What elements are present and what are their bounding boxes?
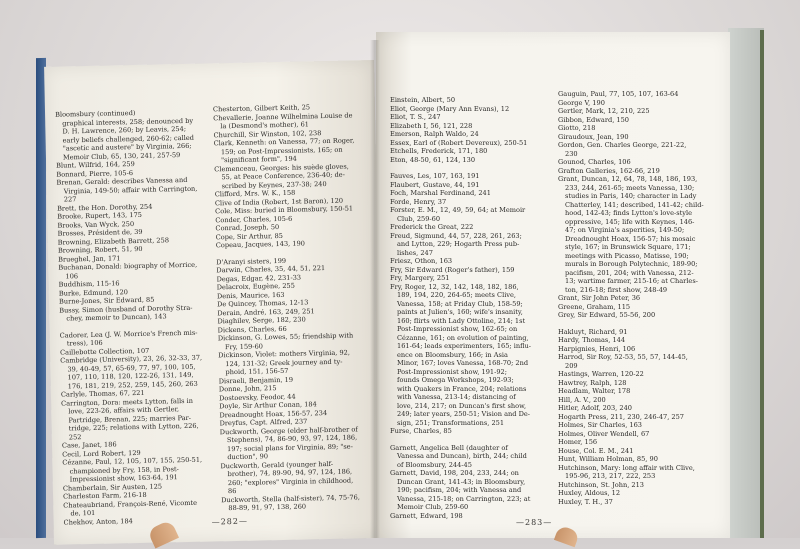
index-entry-line: Doyle, Sir Arthur Conan, 184 bbox=[219, 400, 317, 411]
index-entry-line: Eliot, T. S., 247 bbox=[390, 113, 441, 121]
index-entry-line: oppressive, 145; life with Keynes, 146- bbox=[565, 217, 695, 226]
index-entry-line: "significant form", 194 bbox=[220, 154, 297, 165]
book-cover-right-edge bbox=[760, 30, 764, 538]
index-entry-line: chey, memoir to Duncan), 143 bbox=[66, 312, 167, 323]
index-entry-line: tridge, 225; relations with Lytton, 226, bbox=[68, 421, 199, 433]
index-entry-line: 209 bbox=[565, 361, 578, 370]
index-entry-line: Hardy, Thomas, 144 bbox=[558, 336, 626, 344]
index-entry-line: Caillebotte Collection, 107 bbox=[59, 346, 150, 357]
index-entry-line: Post-Impressionist show, 162-65; on bbox=[397, 325, 518, 333]
index-entry-line: founds Omega Workshops, 192-93; bbox=[397, 376, 514, 384]
index-entry-line: style, 167; in Brunswick Square, 171; bbox=[565, 243, 691, 251]
index-entry-line: D'Aranyi sisters, 199 bbox=[216, 256, 287, 266]
index-entry-line: 233, 244, 261-65; meets Vanessa, 130; bbox=[565, 183, 695, 192]
index-entry-line: Essex, Earl of (Robert Devereux), 250-51 bbox=[390, 138, 528, 147]
index-entry-line: brother), 74, 89-90, 94, 97, 124, 186, bbox=[227, 467, 353, 479]
index-entry-line: Conder, Charles, 105-6 bbox=[215, 214, 293, 224]
index-entry-line: Fry, Margery, 251 bbox=[390, 274, 450, 282]
index-entry-line: Brooks, Van Wyck, 250 bbox=[57, 219, 135, 230]
index-entry-line: graphical interests, 258; denounced by bbox=[62, 116, 194, 128]
index-entry-line: Frederick the Great, 222 bbox=[390, 223, 474, 231]
book-cover-right bbox=[728, 28, 764, 538]
index-entry-line: meetings with Picasso, Matisse, 190; bbox=[565, 251, 689, 260]
index-entry-line: Dreadnought Hoax, 156-57, 234 bbox=[219, 408, 328, 419]
index-entry-line: 47; on Virginia's asperities, 149-50; bbox=[565, 226, 685, 234]
index-entry-line: Emerson, Ralph Waldo, 24 bbox=[390, 130, 479, 138]
right-page-column-1 bbox=[390, 96, 552, 520]
index-entry-line: Freud, Sigmund, 44, 57, 228, 261, 263; bbox=[390, 231, 522, 240]
index-entry-line: 197; social plans for Virginia, 89; "se- bbox=[227, 442, 353, 453]
index-entry-line: 106 bbox=[65, 271, 79, 281]
index-entry-line: Hutchinson, Mary: long affair with Clive, bbox=[558, 463, 695, 472]
index-entry-line: Holmes, Sir Charles, 163 bbox=[558, 421, 642, 429]
index-entry-line: 195-96, 213, 217, 222, 253 bbox=[565, 472, 656, 480]
index-entry-line: of Bloomsbury, 244-45 bbox=[397, 460, 472, 469]
index-entry-line: Gauguin, Paul, 77, 105, 107, 163-64 bbox=[558, 90, 679, 98]
index-entry-line: Clifford, Mrs. W. K., 158 bbox=[214, 188, 296, 199]
index-entry-line: Furse, Charles, 85 bbox=[390, 427, 452, 435]
index-entry-line: 13; wartime farmer, 215-16; at Charles- bbox=[565, 277, 698, 285]
index-entry-line: Chesterton, Gilbert Keith, 25 bbox=[212, 103, 311, 114]
index-entry-line: Darwin, Charles, 35, 44, 51, 221 bbox=[216, 264, 326, 275]
index-entry-line: Cope, Sir Arthur, 85 bbox=[215, 231, 284, 241]
left-page bbox=[44, 60, 384, 545]
right-page-column-2 bbox=[558, 90, 726, 506]
index-entry-line: early beliefs challenged, 260-62; called bbox=[62, 133, 195, 145]
index-entry-line: Conrad, Joseph, 50 bbox=[215, 223, 280, 233]
index-entry-line: Holmes, Oliver Wendell, 67 bbox=[558, 429, 650, 438]
index-entry-line: Fry, Sir Edward (Roger's father), 159 bbox=[390, 265, 515, 274]
index-entry-line: Carlyle, Thomas, 67, 221 bbox=[60, 388, 145, 399]
index-entry-line: Clive of India (Robert, 1st Baron), 120 bbox=[214, 196, 344, 207]
index-entry-line: tress), 106 bbox=[66, 338, 103, 348]
index-entry-line: Eliot, George (Mary Ann Evans), 12 bbox=[390, 104, 510, 113]
index-entry-line: Chamberlain, Sir Austen, 125 bbox=[62, 482, 163, 493]
index-entry-line: 39, 40-49, 57, 65-69, 77, 97, 100, 105, bbox=[67, 362, 196, 373]
index-entry-line: Denis, Maurice, 163 bbox=[216, 290, 285, 300]
index-entry-line: Blunt, Wilfrid, 164, 259 bbox=[56, 160, 135, 170]
index-entry-line: 55, at Peace Conference, 236-40; de- bbox=[221, 170, 345, 182]
index-entry-line: Fry, Roger, 12, 32, 142, 148, 182, 186, bbox=[390, 282, 519, 291]
index-entry-line: Diaghilev, Serge, 182, 230 bbox=[217, 315, 306, 326]
index-entry-line: House, Col. E. M., 241 bbox=[558, 446, 634, 455]
index-entry-line: D. H. Lawrence, 260; by Leavis, 254; bbox=[62, 124, 187, 136]
index-entry-line: Giraudoux, Jean, 190 bbox=[558, 132, 629, 141]
index-entry-line: Gibbon, Edward, 150 bbox=[558, 115, 629, 124]
index-entry-line: 159; on Post-Impressionists, 165; on bbox=[220, 145, 343, 156]
index-entry-line: Degas, Edgar, 42, 231-33 bbox=[216, 273, 302, 283]
index-entry-line: Hitler, Adolf, 203, 240 bbox=[558, 404, 632, 412]
index-entry-line: 227 bbox=[63, 195, 77, 204]
left-page-column-2 bbox=[213, 102, 377, 513]
index-entry-line: scribed by Keynes, 237-38; 240 bbox=[221, 179, 327, 190]
index-entry-line: Cézanne, 161; on evolution of painting, bbox=[397, 333, 529, 342]
index-entry-line: ton, 216-18; first show, 248-49 bbox=[565, 285, 668, 294]
index-entry-line: Friesz, Othon, 163 bbox=[390, 257, 453, 265]
index-entry-line: Vanessa, 158; at Friday Club, 158-59; bbox=[397, 299, 523, 308]
index-entry-line: De Quincey, Thomas, 12-13 bbox=[216, 298, 309, 309]
index-entry-line: Brenan, Gerald: describes Vanessa and bbox=[56, 175, 188, 187]
index-entry-line: championed by Fry, 158, in Post- bbox=[69, 464, 179, 475]
index-entry-line: Fry, 159-60 bbox=[224, 341, 264, 351]
right-page bbox=[376, 32, 730, 538]
index-entry-line: Bonnard, Pierre, 105-6 bbox=[56, 168, 134, 179]
index-entry-line: Hunt, William Holman, 85, 90 bbox=[558, 455, 658, 463]
index-entry-line: with Vanessa, 213-14; distancing of bbox=[397, 393, 516, 401]
index-entry-line: Case, Janet, 186 bbox=[61, 440, 117, 450]
index-entry-line: Harrod, Sir Roy, 52-53, 55, 57, 144-45, bbox=[558, 353, 688, 361]
index-entry-line: studies in Paris, 140; character in Lady bbox=[565, 192, 697, 200]
index-entry-line: Huxley, Aldous, 12 bbox=[558, 489, 621, 497]
index-entry-line: sign, 251; Transformations, 251 bbox=[397, 418, 505, 427]
index-entry-line: Memoir Club, 65, 130, 241, 257-59 bbox=[62, 150, 181, 162]
index-entry-line: Hastings, Warren, 120-22 bbox=[558, 370, 644, 378]
index-entry-line: Harpignies, Henri, 106 bbox=[558, 344, 636, 353]
entry-gap bbox=[390, 164, 552, 172]
index-entry-line: de, 101 bbox=[70, 508, 96, 518]
index-entry-line: hood, 142-43; finds Lytton's love-style bbox=[565, 209, 692, 217]
index-entry-line: Garnett, Angelica Bell (daughter of bbox=[390, 443, 508, 452]
index-entry-line: and Lytton, 229; Hogarth Press pub- bbox=[397, 240, 520, 248]
index-entry-line: Chateaubriand, François-René, Vicomte bbox=[63, 498, 198, 510]
index-entry-line: Virginia, 149-50; affair with Carrington, bbox=[63, 184, 198, 196]
index-entry-line: 176, 181, 219, 252, 259, 145, 260, 263 bbox=[67, 379, 198, 390]
index-entry-line: Chatterley, 141; described, 141-42; child- bbox=[565, 200, 704, 209]
index-entry-line: Brooke, Rupert, 143, 175 bbox=[57, 210, 142, 221]
index-entry-line: Delacroix, Eugène, 255 bbox=[216, 281, 295, 292]
index-entry-line: George V, 190 bbox=[558, 98, 605, 107]
index-entry-line: Eton, 48-50, 61, 124, 130 bbox=[390, 155, 476, 164]
index-entry-line: Donne, John, 215 bbox=[218, 384, 277, 394]
index-entry-line: Dreyfus, Capt. Alfred, 237 bbox=[219, 417, 308, 428]
index-entry-line: love, 223-26, affairs with Gertler, bbox=[68, 405, 180, 416]
index-entry-line: Flaubert, Gustave, 44, 191 bbox=[390, 180, 480, 189]
index-entry-line: Brueghel, Jan, 171 bbox=[58, 253, 121, 264]
index-entry-line: Vanessa and Duncan), birth, 244; child bbox=[397, 452, 527, 460]
index-entry-line: Hutchinson, St. John, 213 bbox=[558, 480, 644, 489]
index-entry-line: Greene, Graham, 115 bbox=[558, 302, 631, 311]
index-entry-line: Post-Impressionist show, 191-92; bbox=[397, 367, 507, 376]
right-page-number: —283— bbox=[516, 518, 553, 527]
index-entry-line: Partridge, Brenan, 225; marries Par- bbox=[68, 413, 192, 424]
index-entry-line: murals in Borough Polytechnic, 189-90; bbox=[565, 260, 698, 268]
index-entry-line: Cadorer, Lea (J. W. Morrice's French mis- bbox=[59, 328, 198, 340]
index-entry-line: Garnett, David, 198, 204, 233, 244; on bbox=[390, 469, 519, 477]
index-entry-line: Gounod, Charles, 106 bbox=[558, 158, 631, 166]
index-entry-line: Gertler, Mark, 12, 210, 225 bbox=[558, 107, 650, 115]
index-entry-line: Copeau, Jacques, 143, 190 bbox=[215, 239, 306, 250]
index-entry-line: Hawtrey, Ralph, 128 bbox=[558, 378, 627, 387]
index-entry-line: Dostoevsky, Feodor, 44 bbox=[218, 392, 296, 402]
entry-gap bbox=[558, 320, 726, 328]
index-entry-line: 88-89, 91, 97, 138, 260 bbox=[228, 502, 307, 513]
index-entry-line: Homer, 156 bbox=[558, 438, 598, 446]
left-page-number: —282— bbox=[211, 516, 249, 527]
index-entry-line: Dickens, Charles, 66 bbox=[217, 324, 287, 334]
index-entry-line: Cole, Miss: buried in Bloomsbury, 150-51 bbox=[215, 204, 354, 216]
index-entry-line: Grafton Galleries, 162-66, 219 bbox=[558, 166, 660, 175]
index-entry-line: Clemenceau, Georges: his suède gloves, bbox=[214, 162, 349, 173]
index-entry-line: Giotto, 218 bbox=[558, 124, 596, 132]
index-entry-line: Duckworth, Gerald (younger half- bbox=[220, 459, 334, 470]
index-entry-line: Elizabeth I, 56, 121, 228 bbox=[390, 121, 473, 130]
index-entry-line: Duncan Grant, 141-43; in Bloomsbury, bbox=[397, 477, 526, 486]
index-entry-line: Huxley, T. H., 37 bbox=[558, 497, 613, 506]
index-entry-line: Churchill, Sir Winston, 102, 238 bbox=[213, 128, 322, 139]
index-entry-line: Cambridge (University), 23, 26, 32-33, 37, bbox=[60, 353, 203, 365]
index-entry-line: Burne-Jones, Sir Edward, 85 bbox=[58, 295, 155, 306]
entry-gap bbox=[390, 436, 552, 444]
index-entry-line: Cecil, Lord Robert, 129 bbox=[62, 448, 141, 459]
index-entry-line: Forde, Henry, 37 bbox=[390, 197, 447, 206]
index-entry-line: phoid, 151, 156-57 bbox=[225, 366, 289, 377]
index-entry-line: Duckworth, George (elder half-brother of bbox=[219, 424, 358, 436]
index-entry-line: "ascetic and austere" by Virginia, 266; bbox=[62, 141, 192, 153]
index-entry-line: Garnett, Edward, 198 bbox=[390, 511, 463, 520]
index-entry-line: Cézanne, Paul, 12, 105, 107, 155, 250-51, bbox=[62, 455, 203, 467]
index-entry-line: Memoir Club, 259-60 bbox=[397, 503, 469, 511]
index-entry-line: Fauves, Les, 107, 163, 191 bbox=[390, 172, 480, 180]
index-entry-line: 107, 110, 118, 120, 122-26, 131, 149, bbox=[67, 370, 194, 382]
index-entry-line: 86 bbox=[227, 486, 237, 496]
index-entry-line: Dickinson, Violet: mothers Virginia, 92, bbox=[218, 348, 351, 360]
index-entry-line: 124, 131-32; Greek journey and ty- bbox=[225, 357, 343, 368]
index-entry-line: Chekhov, Anton, 184 bbox=[63, 516, 133, 527]
index-entry-line: 189, 194, 220, 264-65; meets Clive, bbox=[397, 291, 517, 299]
index-entry-line: Buchanan, Donald: biography of Morrice, bbox=[58, 260, 198, 272]
index-entry-line: Chevallerie, Joanne Wilhelmina Louise de bbox=[213, 110, 353, 122]
index-entry-line: Hill, A. V., 200 bbox=[558, 395, 606, 404]
index-entry-line: 249; later years, 250-51; Vision and De- bbox=[397, 410, 531, 418]
index-entry-line: Browning, Robert, 51, 90 bbox=[57, 244, 143, 255]
index-entry-line: Charleston Farm, 216-18 bbox=[62, 490, 147, 501]
index-entry-line: Minor, 167; loves Vanessa, 168-70; 2nd bbox=[397, 359, 529, 367]
index-entry-line: Hakluyt, Richard, 91 bbox=[558, 327, 628, 336]
index-entry-line: Buddhism, 115-16 bbox=[58, 279, 120, 289]
index-entry-line: 160; flirts with Lady Ottoline, 214; 1st bbox=[397, 316, 526, 325]
left-page-column-1 bbox=[55, 108, 214, 527]
index-entry-line: Einstein, Albert, 50 bbox=[390, 96, 456, 104]
index-entry-line: 260; "explores" Virginia in childhood, bbox=[227, 476, 354, 487]
index-entry-line: Brett, the Hon. Dorothy, 254 bbox=[56, 202, 153, 213]
index-entry-line: Headlam, Walter, 178 bbox=[558, 387, 631, 395]
index-entry-line: Etchells, Frederick, 171, 180 bbox=[390, 147, 488, 155]
index-entry-line: 230 bbox=[565, 149, 578, 158]
index-entry-line: Gordon, Gen. Charles George, 221-22, bbox=[558, 141, 687, 149]
index-entry-line: Dreadnought Hoax, 156-57; his mosaic bbox=[565, 234, 696, 243]
index-entry-line: la (Desmond's mother), 61 bbox=[220, 120, 310, 131]
index-entry-line: Dickinson, G. Lowes, 55; friendship with bbox=[217, 331, 354, 343]
index-entry-line: love, 214, 217; on Duncan's first show, bbox=[397, 401, 527, 410]
index-entry-line: Forster, E. M., 12, 49, 59, 64; at Memoir bbox=[390, 206, 526, 214]
index-entry-line: pacifism, 201, 204; with Vanessa, 212- bbox=[565, 268, 694, 277]
index-entry-line: 161-64; leads experimenters, 165; influ- bbox=[397, 342, 531, 350]
index-entry-line: Grant, Duncan, 12, 64, 78, 148, 186, 193, bbox=[558, 175, 698, 183]
index-entry-line: Club, 259-60 bbox=[397, 214, 441, 223]
book-gutter bbox=[370, 40, 380, 538]
index-entry-line: Brosses, Président de, 39 bbox=[57, 227, 143, 238]
index-entry-line: Burke, Edmund, 120 bbox=[58, 287, 129, 298]
index-entry-line: Browning, Elizabeth Barrett, 258 bbox=[57, 235, 170, 247]
index-entry-line: 190; pacifism, 204; with Vanessa and bbox=[397, 486, 522, 494]
index-entry-line: with Quakers in France, 204; relations bbox=[397, 384, 527, 393]
index-entry-line: Derain, André, 163, 249, 251 bbox=[217, 306, 315, 317]
index-entry-line: Bloomsbury (continued) bbox=[54, 109, 136, 119]
index-entry-line: Vanessa, 215-18; on Carrington, 223; at bbox=[397, 494, 531, 503]
index-entry-line: Hogarth Press, 211, 230, 246-47, 257 bbox=[558, 412, 685, 421]
index-entry-line: 252 bbox=[68, 432, 82, 441]
index-entry-line: duction", 90 bbox=[227, 452, 269, 462]
index-entry-line: Stephens), 74, 86-90, 93, 97, 124, 186, bbox=[226, 433, 358, 445]
index-entry-line: Duckworth, Stella (half-sister), 74, 75-76, bbox=[221, 492, 360, 504]
index-entry-line: Clark, Kenneth: on Vanessa, 77; on Roger, bbox=[213, 136, 355, 148]
index-entry-line: Impressionist show, 163-64, 191 bbox=[69, 473, 178, 484]
index-entry-line: Grant, Sir John Peter, 36 bbox=[558, 294, 641, 302]
index-entry-line: lishes, 247 bbox=[397, 248, 433, 257]
index-entry-line: Disraeli, Benjamin, 19 bbox=[218, 375, 294, 385]
index-entry-line: Foch, Marshal Ferdinand, 241 bbox=[390, 189, 491, 197]
index-entry-line: Bussy, Simon (husband of Dorothy Stra- bbox=[59, 303, 193, 315]
index-entry-line: paints at Julien's, 160; wife's insanity, bbox=[397, 308, 523, 316]
index-entry-line: Grey, Sir Edward, 55-56, 200 bbox=[558, 311, 656, 319]
index-entry-line: ence on Bloomsbury, 166; in Asia bbox=[397, 350, 508, 359]
index-entry-line: Carrington, Dora: meets Lytton, falls in bbox=[61, 396, 194, 408]
